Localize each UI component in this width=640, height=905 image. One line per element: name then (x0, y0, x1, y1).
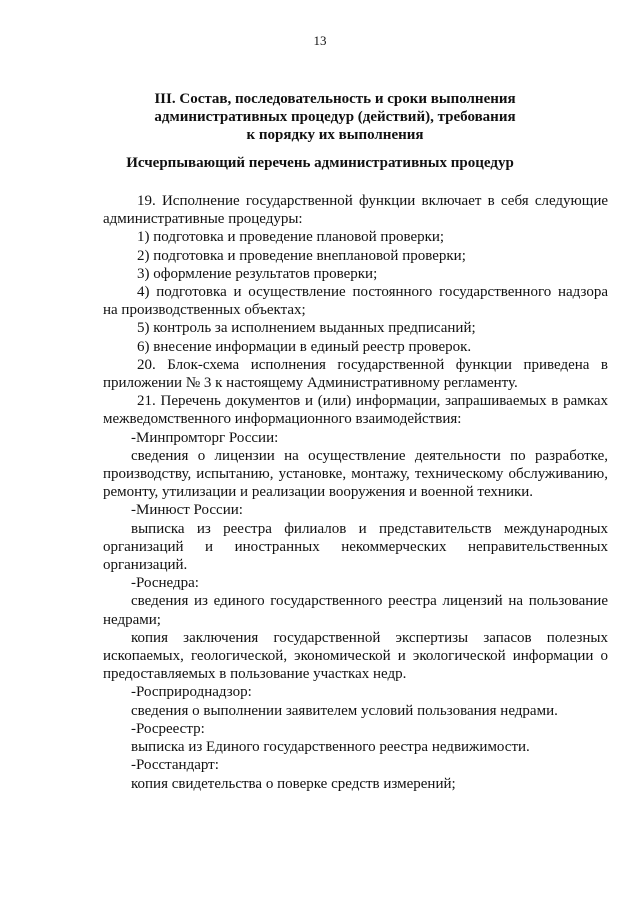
agency-minpromtorg: -Минпромторг России: (131, 429, 279, 446)
agency-item: сведения о выполнении заявителем условий пользования недрами. (131, 702, 558, 719)
list-item-2: 2) подготовка и проведение внеплановой проверки; (137, 247, 466, 264)
agency-rosnedra: -Роснедра: (131, 575, 199, 592)
subsection-heading: Исчерпывающий перечень административных процедур (126, 155, 514, 171)
page-number: 13 (313, 33, 327, 48)
agency-minjust: -Минюст России: (131, 502, 243, 519)
agency-item: сведения из единого государственного реестра лицензий на пользование недрами; (103, 593, 608, 628)
list-item-1: 1) подготовка и проведение плановой проверки; (137, 229, 445, 246)
list-item-6: 6) внесение информации в единый реестр проверок. (137, 338, 472, 355)
paragraph-21: 21. Перечень документов и (или) информации, запрашиваемых в рамках межведомственного информационного взаимодействия: (103, 393, 608, 428)
list-item-5: 5) контроль за исполнением выданных предписаний; (137, 320, 476, 337)
list-item-3: 3) оформление результатов проверки; (137, 265, 378, 282)
agency-rosreestr: -Росреестр: (131, 720, 205, 737)
section-heading: III. Состав, последовательность и сроки выполнения административных процедур (действий), требования к порядку их выполнения (154, 91, 516, 143)
paragraph-19: 19. Исполнение государственной функции включает в себя следующие административные процедуры: (103, 193, 608, 228)
agency-item: копия свидетельства о поверке средств измерений; (131, 775, 456, 792)
agency-item: копия заключения государственной экспертизы запасов полезных ископаемых, геологической, экономической и экологической информации о предоставляемых в пользование участках недр. (103, 629, 608, 683)
agency-rosprirodnadzor: -Росприроднадзор: (131, 684, 252, 701)
paragraph-20: 20. Блок-схема исполнения государственной функции приведена в приложении № 3 к настоящему Административному регламенту. (103, 356, 608, 392)
list-item-4: 4) подготовка и осуществление постоянного государственного надзора на производственных объектах; (103, 284, 608, 319)
agency-item: выписка из реестра филиалов и представительств международных организаций и иностранных некоммерческих неправительственных организаций. (103, 520, 608, 574)
document-body (103, 192, 608, 793)
agency-item: выписка из Единого государственного реестра недвижимости. (131, 739, 530, 756)
agency-item: сведения о лицензии на осуществление деятельности по разработке, производству, испытанию, установке, монтажу, техническому обслуживанию, ремонту, утилизации и реализации вооружения и военной техники. (103, 447, 608, 501)
agency-rosstandart: -Росстандарт: (131, 757, 219, 774)
